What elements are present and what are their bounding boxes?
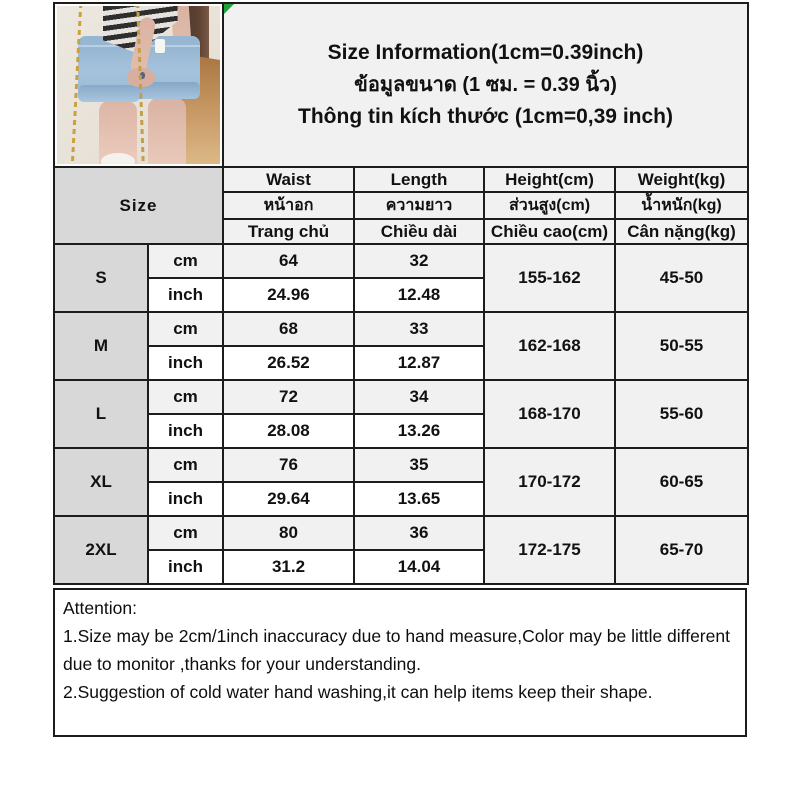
height-range-l: 168-170 xyxy=(484,380,615,448)
length-inch-m: 12.87 xyxy=(354,346,484,380)
height-range-m: 162-168 xyxy=(484,312,615,380)
size-row-s-cm xyxy=(54,244,748,278)
waist-inch-2xl: 31.2 xyxy=(223,550,354,584)
col-header-weight-vi: Cân nặng(kg) xyxy=(615,219,748,244)
col-header-length-th: ความยาว xyxy=(354,192,484,219)
col-header-height-th: ส่วนสูง(cm) xyxy=(484,192,615,219)
weight-range-l: 55-60 xyxy=(615,380,748,448)
length-cm-s: 32 xyxy=(354,244,484,278)
length-cm-l: 34 xyxy=(354,380,484,414)
photo-right-leg xyxy=(148,98,185,164)
size-info-title-en: Size Information(1cm=0.39inch) xyxy=(327,41,644,64)
size-info-title-vi: Thông tin kích thước (1cm=0,39 inch) xyxy=(298,105,673,128)
size-info-title-th: ข้อมูลขนาด (1 ซม. = 0.39 นิ้ว) xyxy=(354,74,617,96)
length-inch-2xl: 14.04 xyxy=(354,550,484,584)
size-row-l-cm xyxy=(54,380,748,414)
attention-note-2: 2.Suggestion of cold water hand washing,it can help items keep their shape. xyxy=(63,682,653,702)
photo-shorts-tag xyxy=(155,39,165,53)
green-corner-marker-icon xyxy=(224,4,234,14)
weight-range-m: 50-55 xyxy=(615,312,748,380)
col-header-waist-vi: Trang chủ xyxy=(223,219,354,244)
product-photo xyxy=(57,6,220,164)
photo-left-cuff xyxy=(78,85,140,102)
weight-range-xl: 60-65 xyxy=(615,448,748,516)
unit-cm: cm xyxy=(148,380,223,414)
size-label-2xl: 2XL xyxy=(54,516,148,584)
waist-inch-s: 24.96 xyxy=(223,278,354,312)
unit-cm: cm xyxy=(148,516,223,550)
unit-inch: inch xyxy=(148,346,223,380)
waist-cm-m: 68 xyxy=(223,312,354,346)
unit-inch: inch xyxy=(148,550,223,584)
weight-range-s: 45-50 xyxy=(615,244,748,312)
height-range-2xl: 172-175 xyxy=(484,516,615,584)
header-row-en xyxy=(54,167,748,192)
unit-inch: inch xyxy=(148,414,223,448)
length-cm-m: 33 xyxy=(354,312,484,346)
col-header-waist-en: Waist xyxy=(223,167,354,192)
size-label-l: L xyxy=(54,380,148,448)
size-label-m: M xyxy=(54,312,148,380)
col-header-length-vi: Chiều dài xyxy=(354,219,484,244)
col-header-weight-th: น้ำหนัก(kg) xyxy=(615,192,748,219)
length-cm-xl: 35 xyxy=(354,448,484,482)
attention-note-1: 1.Size may be 2cm/1inch inaccuracy due to hand measure,Color may be little different due to monitor ,thanks for your understanding. xyxy=(63,626,730,674)
unit-inch: inch xyxy=(148,482,223,516)
unit-inch: inch xyxy=(148,278,223,312)
height-range-s: 155-162 xyxy=(484,244,615,312)
size-label-s: S xyxy=(54,244,148,312)
size-header: Size xyxy=(54,167,223,244)
waist-inch-xl: 29.64 xyxy=(223,482,354,516)
title-cell xyxy=(223,3,748,167)
height-range-xl: 170-172 xyxy=(484,448,615,516)
length-inch-xl: 13.65 xyxy=(354,482,484,516)
size-chart-content xyxy=(53,2,747,737)
col-header-length-en: Length xyxy=(354,167,484,192)
size-table xyxy=(53,2,749,585)
weight-range-2xl: 65-70 xyxy=(615,516,748,584)
waist-cm-l: 72 xyxy=(223,380,354,414)
top-row xyxy=(54,3,748,167)
col-header-waist-th: หน้าอก xyxy=(223,192,354,219)
photo-white-sock xyxy=(101,153,135,164)
length-inch-s: 12.48 xyxy=(354,278,484,312)
size-label-xl: XL xyxy=(54,448,148,516)
length-cm-2xl: 36 xyxy=(354,516,484,550)
waist-cm-xl: 76 xyxy=(223,448,354,482)
size-row-2xl-cm xyxy=(54,516,748,550)
unit-cm: cm xyxy=(148,312,223,346)
product-photo-cell xyxy=(54,3,223,167)
attention-box xyxy=(53,588,747,737)
size-row-xl-cm xyxy=(54,448,748,482)
col-header-height-vi: Chiều cao(cm) xyxy=(484,219,615,244)
waist-inch-m: 26.52 xyxy=(223,346,354,380)
attention-title: Attention: xyxy=(63,598,137,618)
length-inch-l: 13.26 xyxy=(354,414,484,448)
unit-cm: cm xyxy=(148,244,223,278)
waist-cm-s: 64 xyxy=(223,244,354,278)
waist-inch-l: 28.08 xyxy=(223,414,354,448)
unit-cm: cm xyxy=(148,448,223,482)
waist-cm-2xl: 80 xyxy=(223,516,354,550)
col-header-weight-en: Weight(kg) xyxy=(615,167,748,192)
size-row-m-cm xyxy=(54,312,748,346)
col-header-height-en: Height(cm) xyxy=(484,167,615,192)
